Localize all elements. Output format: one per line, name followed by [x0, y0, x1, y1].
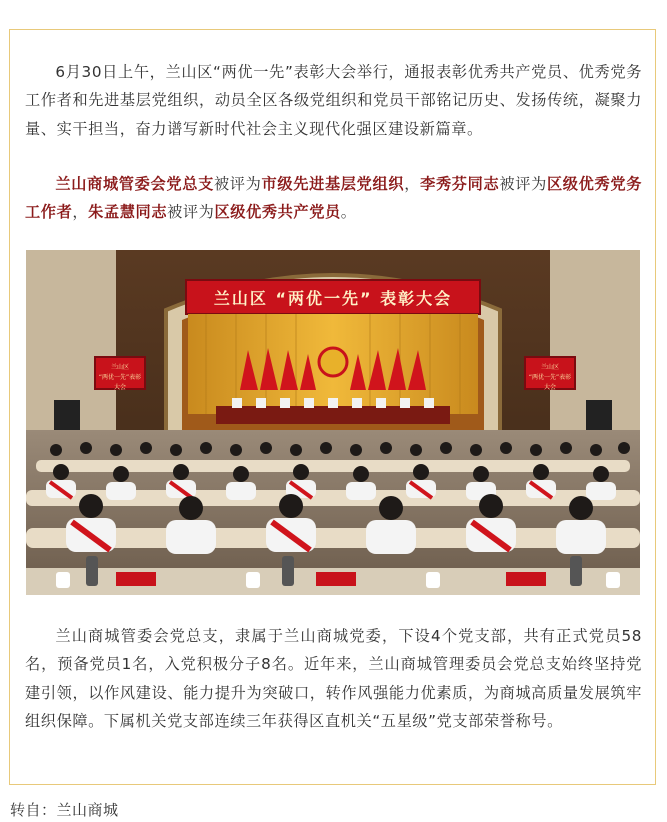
org-award: 市级先进基层党组织	[261, 175, 405, 193]
side-screen-right	[524, 356, 576, 390]
award-text-2: ，	[404, 175, 421, 193]
intro-paragraph: 6月30日上午，兰山区“两优一先”表彰大会举行，通报表彰优秀共产党员、优秀党务工作者和先进基层党组织，动员全区各级党组织和党员干部铭记历史、发扬传统，凝聚力量、实干担当，奋力谱写新时代社会主义现代化强区建设新篇章。	[25, 63, 642, 138]
org-profile-paragraph: 兰山商城管委会党总支，隶属于兰山商城党委，下设4个党支部，共有正式党员58名，预备党员1名，入党积极分子8名。近年来，兰山商城管理委员会党总支始终坚持党建引领，以作风建设、能力提升为突破口，转作风强能力优素质，为商城高质量发展筑牢组织保障。下属机关党支部连续三年获得区直机关“五星级”党支部荣誉称号。	[25, 627, 642, 731]
screen-right-line1: 兰山区	[540, 364, 559, 371]
photo-banner-text: 兰山区 “两优一先” 表彰大会	[213, 289, 453, 308]
person2-award: 区级优秀共产党员	[214, 203, 341, 222]
source-attribution: 转自：兰山商城	[10, 801, 119, 819]
conference-photo	[26, 250, 640, 595]
award-text-4: ，	[72, 203, 89, 222]
emblem-icon	[319, 348, 347, 376]
screen-left-line1: 兰山区	[110, 364, 129, 371]
award-paragraph	[25, 170, 642, 227]
article-frame	[9, 29, 656, 785]
person2-name: 朱孟慧同志	[88, 203, 168, 222]
side-screen-left	[94, 356, 146, 390]
person1-award: 区级优秀党务工作者	[25, 175, 643, 222]
award-text-3: 被评为	[499, 175, 547, 193]
person1-name: 李秀芬同志	[420, 175, 500, 193]
award-text-6: 。	[340, 203, 357, 222]
screen-left-line2: “两优一先”表彰大会	[98, 374, 142, 391]
org-name: 兰山商城管委会党总支	[55, 175, 214, 193]
screen-right-line2: “两优一先”表彰大会	[528, 374, 572, 391]
award-text-5: 被评为	[167, 203, 215, 222]
award-text-1: 被评为	[213, 175, 262, 193]
